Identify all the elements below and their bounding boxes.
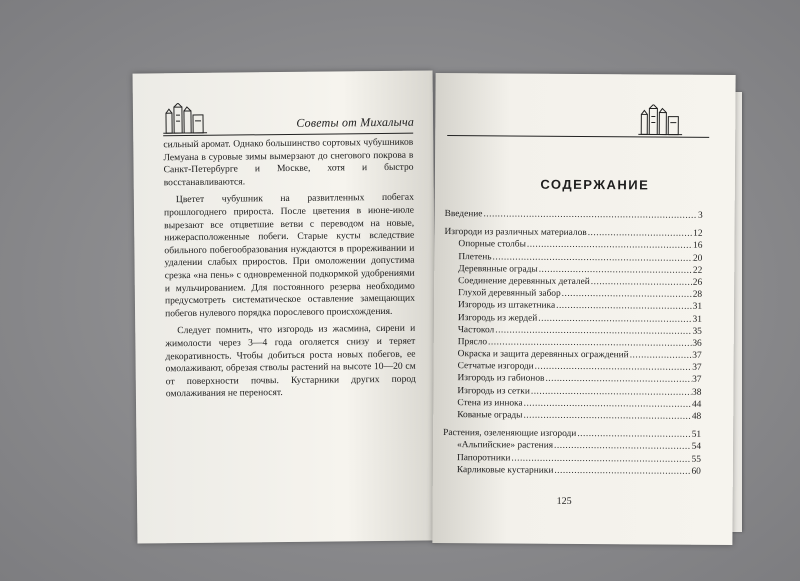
table-of-contents — [443, 209, 703, 479]
toc-entry-label: Введение — [444, 209, 483, 220]
toc-entry-page: 37 — [692, 375, 702, 386]
toc-leader-dots — [524, 398, 691, 409]
toc-leader-dots — [545, 374, 691, 385]
toc-entry-page: 55 — [691, 454, 701, 465]
running-header-right — [445, 103, 700, 139]
toc-leader-dots — [495, 325, 691, 336]
header-title: Советы от Михалыча — [296, 114, 415, 130]
castle-logo-icon — [163, 103, 207, 135]
toc-entry — [445, 209, 703, 223]
toc-entry-page: 48 — [691, 411, 702, 422]
toc-entry-page: 22 — [692, 265, 703, 276]
toc-entry-label: Плетень — [458, 251, 492, 262]
toc-entry-page: 12 — [693, 228, 703, 240]
toc-entry-label: «Альпийские» растения — [457, 440, 554, 452]
toc-leader-dots — [531, 386, 691, 397]
toc-leader-dots — [535, 362, 692, 373]
toc-leader-dots — [539, 264, 692, 275]
running-header — [163, 101, 418, 138]
toc-entry-label: Сетчатые изгороди — [457, 361, 534, 372]
paragraph: Цветет чубушник на развитленных побегах прошлогоднего прироста. После цветения в июне-июле вырезают все отцветшие ветви с переводом на новые, нижерасположенные побеги. Старые кусты вследствие обильного побегообразования нуждаются в прореживании и удалении слабых приростов. При омоложении допустима срезка «на пень» с одновременной подкормкой удобрениями и мульчированием. Для постоянного резерва необходимо предусмотреть систематическое оставление замещающих побегов нулевого порядка порослевого происхождения. — [163, 192, 415, 319]
toc-entry-label: Кованые ограды — [457, 410, 523, 421]
toc-leader-dots — [527, 240, 692, 251]
toc-entry-page: 16 — [693, 241, 703, 252]
toc-entry-page: 31 — [692, 314, 702, 325]
toc-leader-dots — [577, 429, 690, 440]
toc-leader-dots — [483, 209, 697, 220]
toc-entry-page: 44 — [691, 399, 702, 410]
body-text — [163, 137, 416, 406]
paragraph: Следует помнить, что изгородь из жасмина, сирени и жимолости через 3—4 года оголяется снизу и теряет декоративность. Чтобы добиться роста новых побегов, ее омолаживают, обрезая стволы растений на высоте 10—20 см от поверхности почвы. Кустарники других пород омолаживания не переносят. — [165, 322, 416, 400]
toc-entry-label: Растения, озеленяющие изгороди — [443, 428, 577, 440]
toc-entry-page: 31 — [692, 302, 703, 313]
toc-entry-label: Частокол — [457, 324, 495, 336]
toc-entry — [443, 465, 701, 479]
toc-entry-page: 37 — [692, 350, 702, 361]
left-page — [133, 70, 438, 543]
toc-entry-page: 36 — [692, 338, 702, 349]
toc-leader-dots — [630, 350, 692, 360]
toc-leader-dots — [554, 441, 691, 452]
toc-entry-page: 60 — [691, 466, 701, 477]
toc-leader-dots — [554, 466, 690, 477]
toc-entry-label: Окраска и защита деревянных ограждений — [457, 349, 629, 361]
toc-entry-label: Изгородь из жердей — [457, 312, 538, 324]
toc-entry — [443, 410, 701, 424]
toc-entry-label: Опорные столбы — [458, 239, 526, 250]
toc-entry-label: Соединение деревянных деталей — [458, 276, 590, 287]
toc-heading: СОДЕРЖАНИЕ — [540, 176, 650, 193]
toc-entry-label: Изгородь из габионов — [457, 373, 545, 385]
toc-leader-dots — [511, 453, 690, 464]
toc-leader-dots — [556, 301, 692, 312]
right-page — [432, 73, 735, 545]
toc-leader-dots — [591, 277, 692, 288]
toc-entry-label: Изгородь из штакетника — [457, 300, 556, 312]
toc-entry-label: Деревянные ограды — [458, 263, 538, 275]
toc-entry-page: 54 — [691, 442, 702, 453]
toc-entry-page: 28 — [692, 289, 703, 300]
toc-leader-dots — [488, 337, 691, 348]
paragraph: сильный аромат. Однако большинство сортовых чубушников Лемуана в суровые зимы вымерзают до снегового покрова в Санкт-Петербурге и Москве, хотя и быстро восстанавливаются. — [163, 136, 414, 189]
toc-entry-page: 38 — [692, 387, 702, 398]
toc-leader-dots — [562, 289, 692, 300]
castle-logo-icon — [638, 104, 682, 136]
toc-leader-dots — [492, 252, 692, 263]
toc-entry-label: Изгородь из сетки — [457, 385, 530, 397]
toc-entry-label: Глухой деревянный забор — [458, 288, 561, 299]
toc-entry-page: 20 — [692, 253, 703, 264]
toc-leader-dots — [523, 411, 690, 422]
toc-leader-dots — [588, 228, 693, 239]
toc-entry-page: 26 — [692, 277, 703, 288]
toc-entry-label: Изгороди из различных материалов — [444, 227, 587, 239]
toc-leader-dots — [538, 313, 691, 324]
toc-entry-label: Прясло — [457, 336, 488, 348]
toc-entry-page: 37 — [692, 363, 702, 374]
toc-entry-page: 3 — [697, 210, 703, 221]
toc-entry-page: 35 — [692, 326, 702, 337]
toc-entry-label: Папоротники — [456, 452, 511, 464]
toc-entry-label: Стена из иннока — [457, 397, 523, 409]
page-number: 125 — [556, 495, 572, 507]
toc-entry-page: 51 — [691, 429, 702, 441]
toc-entry-label: Карликовые кустарники — [456, 464, 554, 476]
